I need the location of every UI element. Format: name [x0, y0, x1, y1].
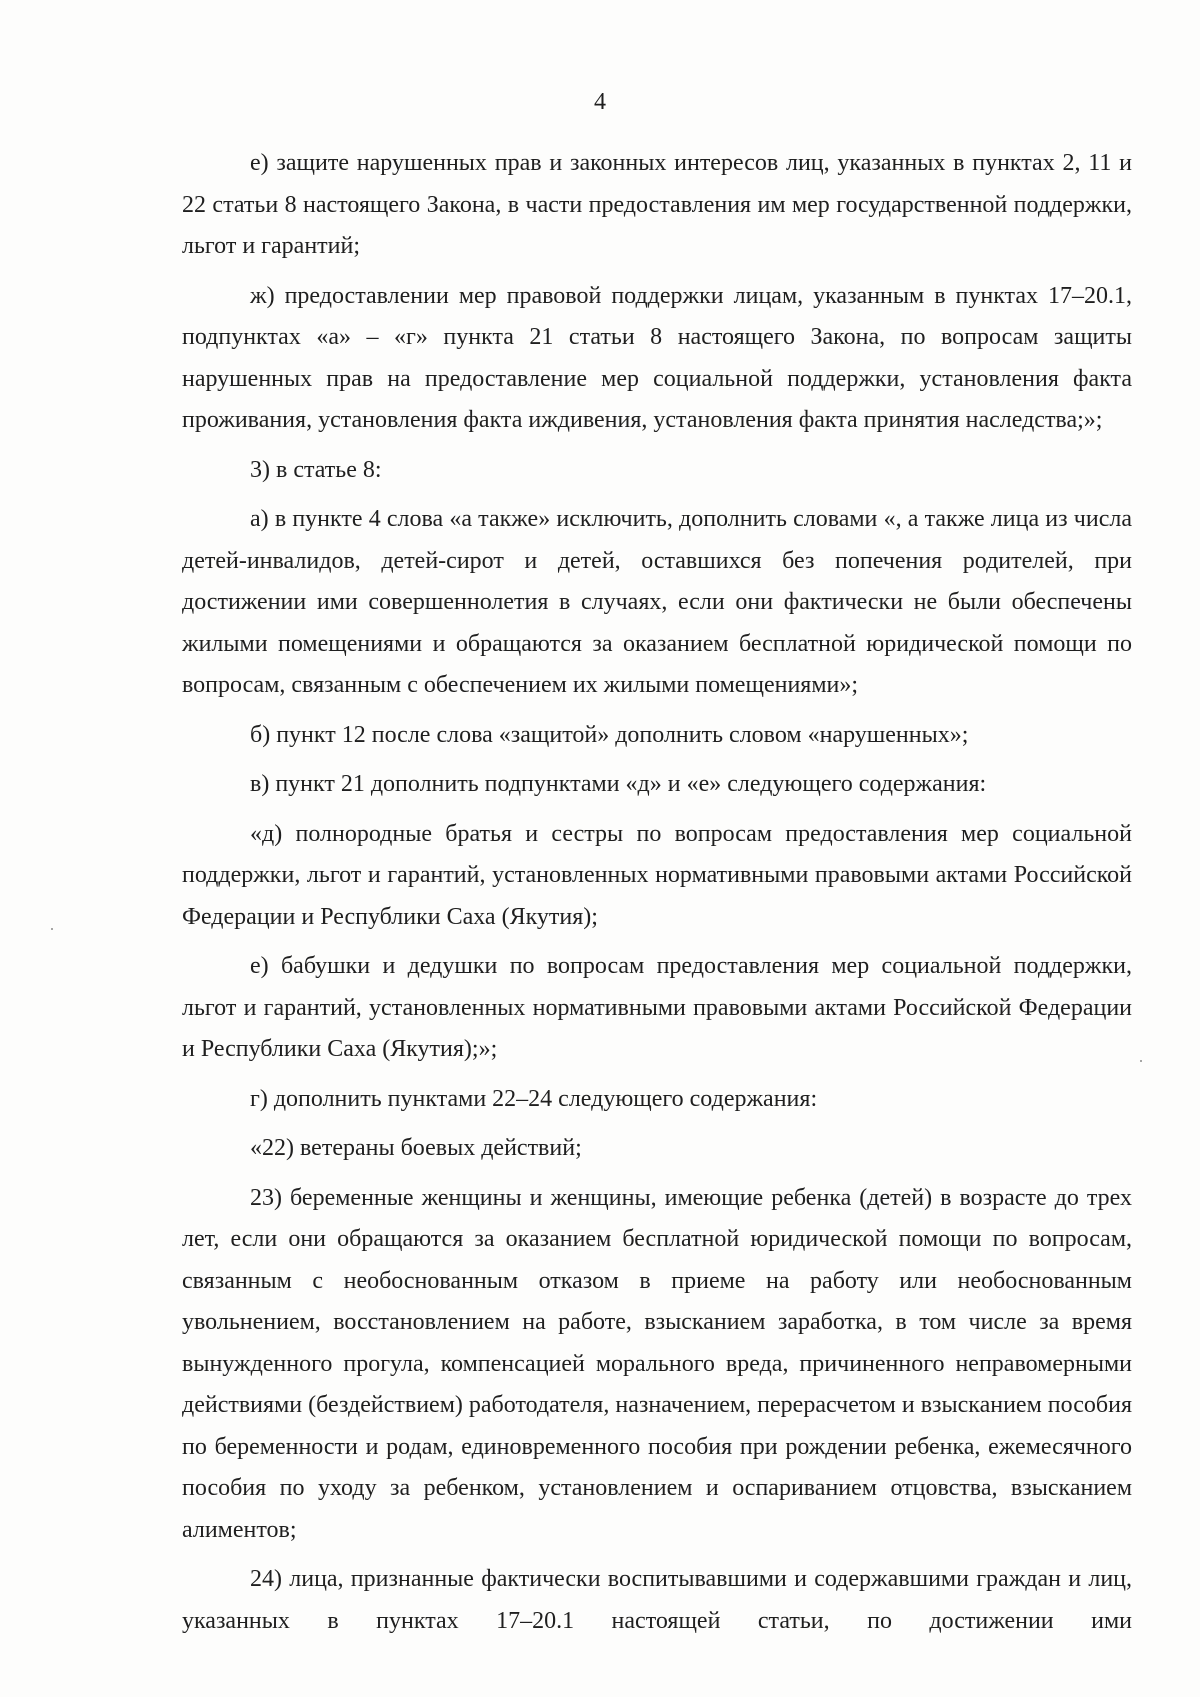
paragraph-article-8: 3) в статье 8: — [250, 456, 382, 483]
scan-speck — [51, 928, 53, 930]
paragraph-d-siblings: «д) полнородные братья и сестры по вопросам предоставления мер социальной поддержки, льгот и гарантий, установленных нормативными правовыми актами Российской Федерации и Республики Саха (Якутия); — [182, 820, 1132, 930]
document-body — [182, 143, 1132, 1650]
scan-speck — [1140, 1060, 1142, 1062]
paragraph-b-point-12: б) пункт 12 после слова «защитой» дополнить словом «нарушенных»; — [250, 721, 969, 748]
paragraph-e-protection: е) защите нарушенных прав и законных интересов лиц, указанных в пунктах 2, 11 и 22 статьи 8 настоящего Закона, в части предоставления им мер государственной поддержки, льгот и гарантий; — [182, 150, 1132, 259]
paragraph-g-points-22-24: г) дополнить пунктами 22–24 следующего содержания: — [250, 1085, 818, 1112]
paragraph-a-point-4: а) в пункте 4 слова «а также» исключить, дополнить словами «, а также лица из числа детей-инвалидов, детей-сирот и детей, оставшихся без попечения родителей, при достижении ими совершеннолетия в случаях, если они фактически не были обеспечены жилыми помещениями и обращаются за оказанием бесплатной юридической помощи по вопросам, связанным с обеспечением их жилыми помещениями»; — [182, 506, 1132, 698]
paragraph-zh-legal-support: ж) предоставлении мер правовой поддержки лицам, указанным в пунктах 17–20.1, подпунктах «а» – «г» пункта 21 статьи 8 настоящего Закона, по вопросам защиты нарушенных прав на предоставление мер социальной поддержки, установления факта проживания, установления факта иждивения, установления факта принятия наследства;»; — [182, 282, 1132, 433]
paragraph-e-grandparents: е) бабушки и дедушки по вопросам предоставления мер социальной поддержки, льгот и гарантий, установленных нормативными правовыми актами Российской Федерации и Республики Саха (Якутия);»; — [182, 953, 1132, 1062]
paragraph-22-veterans: «22) ветераны боевых действий; — [250, 1135, 582, 1161]
paragraph-24-caregivers: 24) лица, признанные фактически воспитывавшими и содержавшими граждан и лиц, указанных в пунктах 17–20.1 настоящей статьи, по достижении ими — [182, 1566, 1132, 1634]
page-number: 4 — [594, 89, 606, 115]
paragraph-v-point-21: в) пункт 21 дополнить подпунктами «д» и «е» следующего содержания: — [250, 771, 987, 797]
paragraph-23-pregnant-women: 23) беременные женщины и женщины, имеющие ребенка (детей) в возрасте до трех лет, если они обращаются за оказанием бесплатной юридической помощи по вопросам, связанным с необоснованным отказом в приеме на работу или необоснованным увольнением, восстановлением на работе, взысканием заработка, в том числе за время вынужденного прогула, компенсацией морального вреда, причиненного неправомерными действиями (бездействием) работодателя, назначением, перерасчетом и взысканием пособия по беременности и родам, единовременного пособия при рождении ребенка, ежемесячного пособия по уходу за ребенком, установлением и оспариванием отцовства, взысканием алиментов; — [182, 1184, 1132, 1543]
